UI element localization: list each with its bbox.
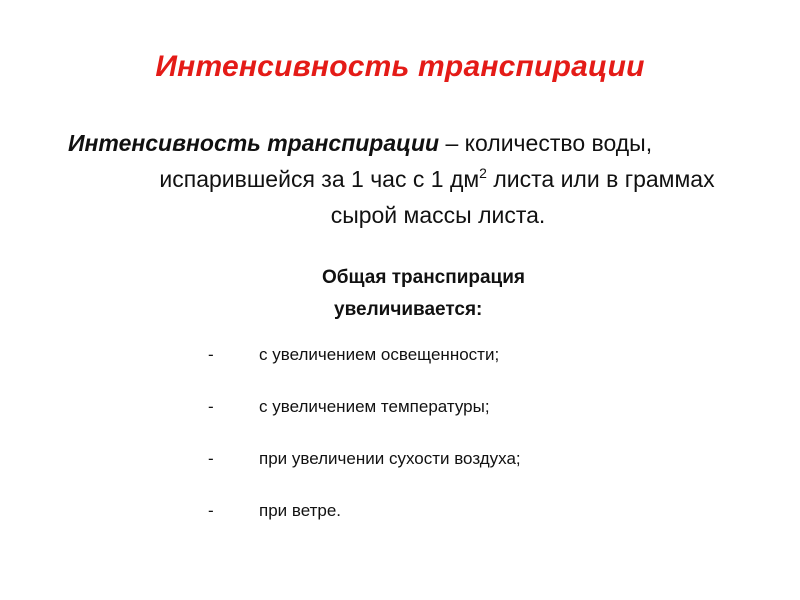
definition-line-3: сырой массы листа. [330, 202, 546, 228]
subheading-line-2: увеличивается: [334, 299, 483, 320]
list-item-text: при ветре. [259, 501, 342, 520]
list-item [0, 343, 800, 395]
definition-line-2 [68, 161, 768, 197]
list-item [0, 395, 800, 447]
slide-title: Интенсивность транспирации [155, 50, 645, 83]
definition-text-1: – количество воды, [439, 130, 653, 156]
list-item-text: с увеличением температуры; [259, 397, 490, 416]
subheading-line-1: Общая транспирация [322, 267, 526, 288]
list-bullet: - [208, 397, 214, 416]
definition-line-1 [68, 125, 768, 161]
list-item [0, 499, 800, 551]
list-bullet: - [208, 345, 214, 364]
factors-list [0, 343, 800, 551]
list-item [0, 447, 800, 499]
list-item-text: с увеличением освещенности; [259, 345, 500, 364]
list-bullet: - [208, 501, 214, 520]
definition-text-2b: листа или в граммах [486, 166, 715, 192]
subheading [322, 262, 525, 326]
list-item-text: при увеличении сухости воздуха; [259, 449, 521, 468]
list-bullet: - [208, 449, 214, 468]
superscript-two: 2 [479, 165, 487, 181]
definition-term: Интенсивность транспирации [68, 130, 440, 156]
definition-text-2a: испарившейся за 1 час с 1 дм [159, 166, 480, 192]
definition-paragraph [68, 125, 768, 233]
